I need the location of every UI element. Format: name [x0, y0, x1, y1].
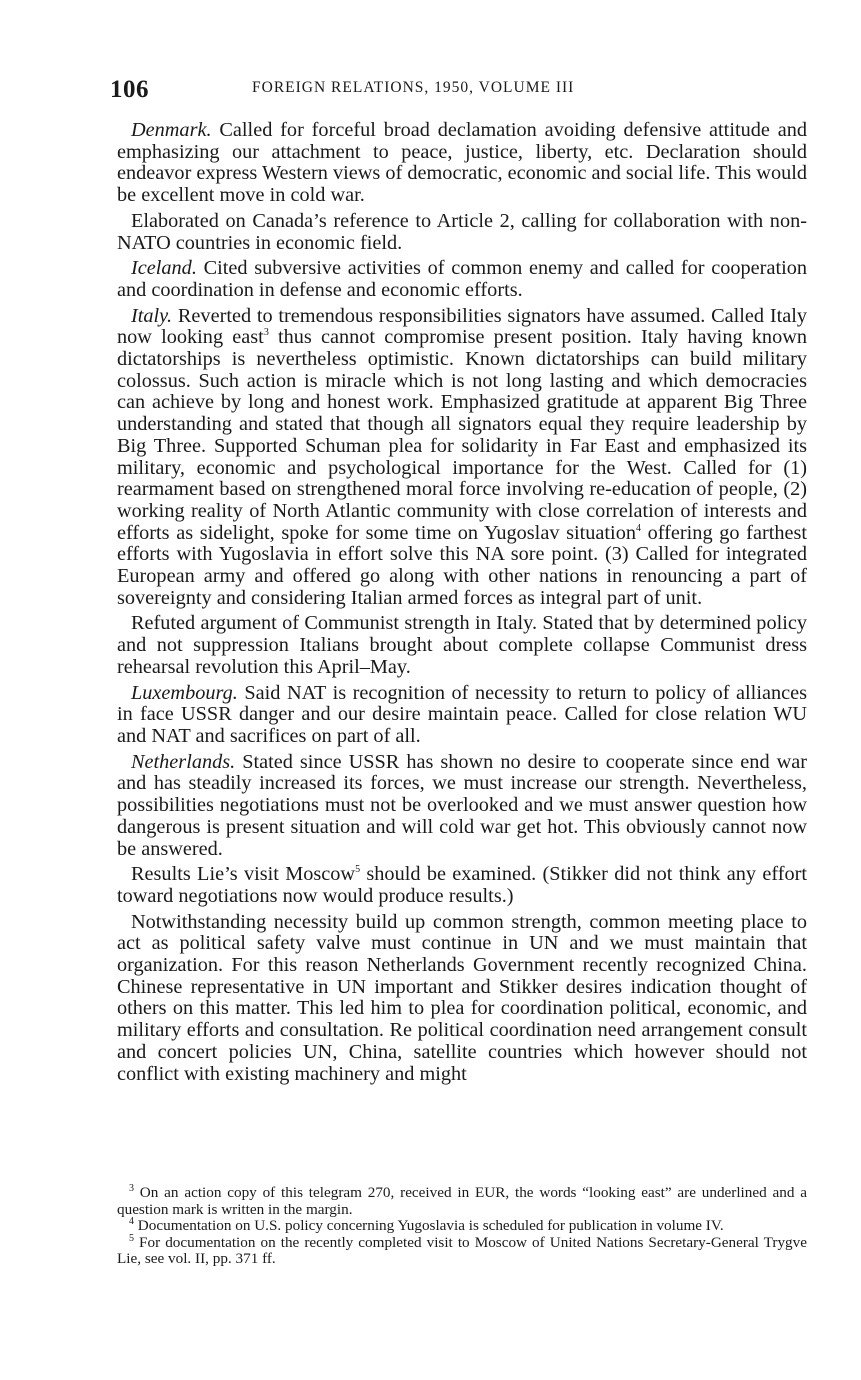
footnote — [117, 1232, 807, 1268]
paragraph-text: thus cannot compromise present position. Italy having known dictatorships is nevertheless optimistic. Known dictatorships can build military colossus. Such action is miracle which is not long lasting and which democracies can achieve by long and honest work. Emphasized gratitude at apparent Big Three understanding and stated that though all signators equal they require leadership by Big Three. Supported Schuman plea for solidarity in Far East and emphasized its military, economic and psychological importance for the West. Called for (1) rearmament based on strengthened moral force involving re-education of people, (2) working reality of North Atlantic community with close correlation of interests and efforts as sidelight, spoke for some time on Yugoslav situation — [117, 326, 807, 544]
paragraph-text: Reverted to tremendous responsibilities signators have assumed. Called Italy now looking east — [117, 304, 807, 349]
footnote-text: On an action copy of this telegram 270, received in EUR, the words “looking east” are underlined and a question mark is written in the margin. — [117, 1184, 807, 1218]
running-head: FOREIGN RELATIONS, 1950, VOLUME III — [252, 79, 575, 96]
country-name: Denmark. — [131, 119, 212, 141]
footnote — [117, 1182, 807, 1218]
paragraph-iceland — [117, 258, 807, 301]
footnote-ref: 3 — [263, 327, 269, 339]
country-name: Luxembourg. — [131, 681, 238, 704]
paragraph-italy-communist — [117, 613, 807, 678]
paragraph-text: Results Lie’s visit Moscow — [131, 863, 356, 886]
footnote — [117, 1215, 807, 1235]
footnote-text: For documentation on the recently completed visit to Moscow of United Nations Secretary-General Trygve Lie, see vol. II, pp. 371 ff. — [117, 1233, 807, 1267]
paragraph-text: offering go farthest efforts with Yugoslavia in effort solve this NA sore point. (3) Called for integrated European army and offered go along with other nations in renouncing a part of sovereignty and considering Italian armed forces as integral part of unit. — [117, 521, 807, 609]
country-name: Netherlands. — [131, 750, 236, 773]
paragraph-italy — [117, 306, 807, 610]
paragraph-luxembourg — [117, 683, 807, 748]
paragraph-netherlands — [117, 752, 807, 861]
paragraph-text: Stated since USSR has shown no desire to cooperate since end war and has steadily increased its forces, we must increase our strength. Nevertheless, possibilities negotiations must not be overlooked and we must answer question how dangerous is present situation and will cold war get hot. This obviously cannot now be answered. — [117, 750, 807, 860]
footnote-ref: 4 — [635, 522, 641, 534]
footnote-mark: 5 — [129, 1232, 134, 1244]
paragraph-denmark — [117, 120, 807, 207]
footnote-ref: 5 — [355, 864, 361, 876]
paragraph-text: Said NAT is recognition of necessity to return to policy of alliances in face USSR danger and our desire maintain peace. Called for close relation WU and NAT and sacrifices on part of all. — [117, 681, 807, 747]
footnote-mark: 4 — [129, 1215, 134, 1227]
page-header — [110, 76, 810, 106]
paragraph-canada-reference — [117, 211, 807, 254]
paragraph-text: Refuted argument of Communist strength in Italy. Stated that by determined policy and not suppression Italians brought about complete collapse Communist dress rehearsal revolution this April–May. — [117, 612, 807, 678]
footnote-mark: 3 — [129, 1182, 134, 1194]
paragraph-text: Called for forceful broad declamation avoiding defensive attitude and emphasizing our attachment to peace, justice, liberty, etc. Declaration should endeavor express Western views of democratic, economic and social life. This would be excellent move in cold war. — [117, 119, 807, 207]
paragraph-text: Elaborated on Canada’s reference to Article 2, calling for collaboration with non-NATO countries in economic field. — [117, 209, 807, 254]
paragraph-lie-visit — [117, 864, 807, 907]
paragraph-text: Notwithstanding necessity build up common strength, common meeting place to act as political safety valve must continue in UN and we must maintain that organization. For this reason Netherlands Government recently recognized China. Chinese representative in UN important and Stikker desires indication thought of others on this matter. This led him to plea for coordination political, economic, and military efforts and consultation. Re political coordination need arrangement consult and concert policies UN, China, satellite countries which however should not conflict with existing machinery and might — [117, 910, 807, 1085]
footnote-text: Documentation on U.S. policy concerning Yugoslavia is scheduled for publication in volume IV. — [134, 1217, 724, 1234]
paragraph-text: Cited subversive activities of common enemy and called for cooperation and coordination in defense and economic efforts. — [117, 257, 807, 301]
paragraph-un-valve — [117, 912, 807, 1086]
body-text — [117, 120, 807, 1089]
paragraph-text: should be examined. (Stikker did not think any effort toward negotiations now would produce results.) — [117, 863, 807, 907]
country-name: Italy. — [131, 304, 173, 327]
page-number: 106 — [110, 76, 149, 103]
country-name: Iceland. — [131, 257, 197, 280]
footnotes — [117, 1182, 807, 1268]
